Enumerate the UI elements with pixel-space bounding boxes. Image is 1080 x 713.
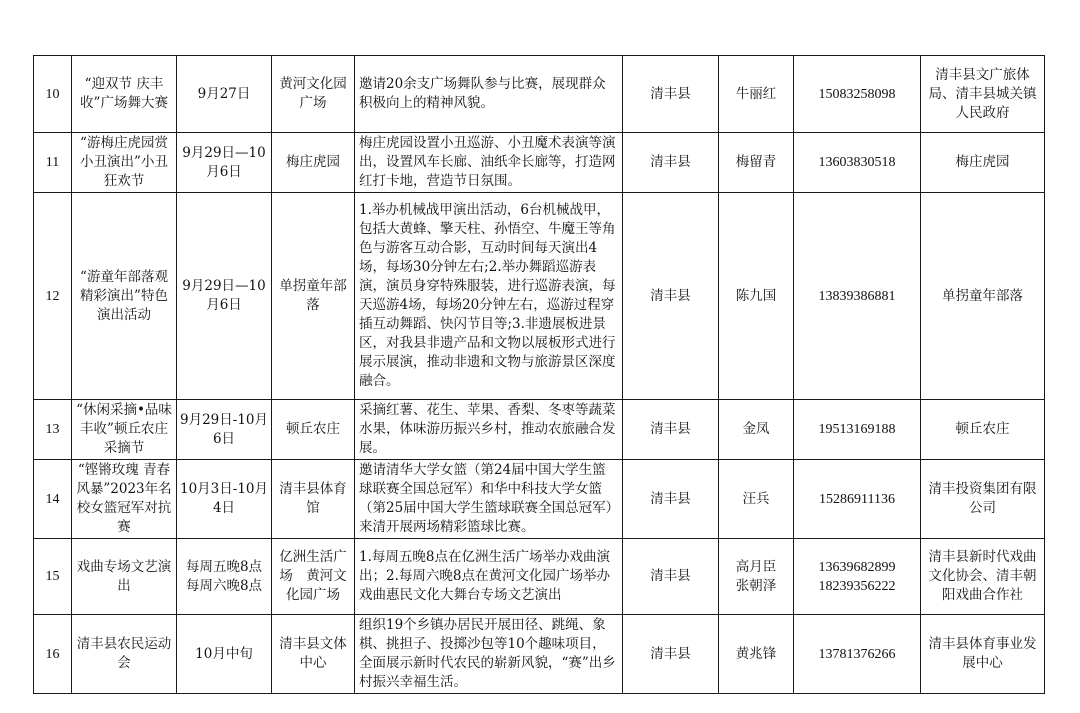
contact-phone: 19513169188: [794, 400, 921, 460]
contact-person: 陈九国: [719, 193, 794, 400]
contact-person-line: 张朝泽: [735, 577, 777, 594]
row-number: 13: [34, 400, 72, 460]
contact-phone: 13839386881: [794, 193, 921, 400]
activity-place: 黄河文化园广场: [272, 56, 355, 133]
activity-time: 9月29日-10月6日: [177, 400, 272, 460]
table-row: [34, 400, 1045, 460]
contact-person: 金凤: [719, 400, 794, 460]
organizer: 梅庄虎园: [921, 133, 1045, 193]
county: 清丰县: [623, 400, 719, 460]
table-row: [34, 460, 1045, 539]
activity-time: 10月中旬: [177, 615, 272, 694]
event-table: [33, 55, 1045, 694]
event-schedule-sheet: [33, 55, 1044, 694]
county: 清丰县: [623, 56, 719, 133]
county: 清丰县: [623, 615, 719, 694]
activity-time-line: 每周六晚8点: [185, 577, 263, 594]
activity-name: “铿锵玫瑰 青春风暴”2023年名校女篮冠军对抗赛: [72, 460, 177, 539]
contact-phone: 15083258098: [794, 56, 921, 133]
organizer: 单拐童年部落: [921, 193, 1045, 400]
activity-place: 清丰县体育馆: [272, 460, 355, 539]
activity-content: 邀请20余支广场舞队参与比赛，展现群众积极向上的精神风貌。: [355, 56, 623, 133]
activity-time-line: 每周五晚8点: [185, 558, 263, 575]
activity-content: 采摘红薯、花生、苹果、香梨、冬枣等蔬菜水果，体味游历振兴乡村，推动农旅融合发展。: [355, 400, 623, 460]
contact-phone-line: 18239356222: [818, 578, 896, 594]
activity-time: 9月27日: [177, 56, 272, 133]
contact-phone: [794, 539, 921, 615]
activity-content: 1.每周五晚8点在亿洲生活广场举办戏曲演出；2.每周六晚8点在黄河文化园广场举办戏曲惠民文化大舞台专场文艺演出: [355, 539, 623, 615]
row-number: 11: [34, 133, 72, 193]
activity-time: [177, 539, 272, 615]
activity-name: 清丰县农民运动会: [72, 615, 177, 694]
contact-person: [719, 539, 794, 615]
table-row: [34, 615, 1045, 694]
organizer: 清丰县新时代戏曲文化协会、清丰朝阳戏曲合作社: [921, 539, 1045, 615]
organizer: 清丰县体育事业发展中心: [921, 615, 1045, 694]
contact-phone: 15286911136: [794, 460, 921, 539]
row-number: 16: [34, 615, 72, 694]
activity-name: “休闲采摘•品味丰收”顿丘农庄采摘节: [72, 400, 177, 460]
table-row: [34, 539, 1045, 615]
activity-content: 邀请清华大学女篮（第24届中国大学生篮球联赛全国总冠军）和华中科技大学女篮（第25届中国大学生篮球联赛全国总冠军）来清开展两场精彩篮球比赛。: [355, 460, 623, 539]
organizer: 清丰投资集团有限公司: [921, 460, 1045, 539]
row-number: 10: [34, 56, 72, 133]
activity-name: “游童年部落观精彩演出”特色演出活动: [72, 193, 177, 400]
activity-content: 1.举办机械战甲演出活动，6台机械战甲，包括大黄蜂、擎天柱、孙悟空、牛魔王等角色与游客互动合影，互动时间每天演出4场，每场30分钟左右;2.举办舞蹈巡游表演，演员身穿特殊服装，进行巡游表演，每天巡游4场，每场20分钟左右，巡游过程穿插互动舞蹈、快闪节目等;3.非遗展板进景区，对我县非遗产品和文物以展板形式进行展示展演，推动非遗和文物与旅游景区深度融合。: [355, 193, 623, 400]
activity-place: 亿洲生活广场 黄河文化园广场: [272, 539, 355, 615]
organizer: 顿丘农庄: [921, 400, 1045, 460]
activity-place: 梅庄虎园: [272, 133, 355, 193]
contact-person-line: 高月臣: [735, 558, 777, 575]
contact-phone-line: 13639682899: [818, 559, 896, 575]
activity-name: “游梅庄虎园赏小丑演出”小丑狂欢节: [72, 133, 177, 193]
activity-time: 9月29日—10月6日: [177, 193, 272, 400]
contact-person: 梅留青: [719, 133, 794, 193]
contact-person: 牛丽红: [719, 56, 794, 133]
organizer: 清丰县文广旅体局、清丰县城关镇人民政府: [921, 56, 1045, 133]
activity-time: 10月3日-10月4日: [177, 460, 272, 539]
contact-phone: 13781376266: [794, 615, 921, 694]
contact-person: 汪兵: [719, 460, 794, 539]
activity-name: “迎双节 庆丰收”广场舞大赛: [72, 56, 177, 133]
table-row: [34, 133, 1045, 193]
county: 清丰县: [623, 133, 719, 193]
row-number: 12: [34, 193, 72, 400]
activity-content: 组织19个乡镇办居民开展田径、跳绳、象棋、挑担子、投掷沙包等10个趣味项目，全面展示新时代农民的崭新风貌，“赛”出乡村振兴幸福生活。: [355, 615, 623, 694]
county: 清丰县: [623, 539, 719, 615]
contact-person: 黄兆锋: [719, 615, 794, 694]
activity-time: 9月29日—10月6日: [177, 133, 272, 193]
county: 清丰县: [623, 193, 719, 400]
row-number: 14: [34, 460, 72, 539]
county: 清丰县: [623, 460, 719, 539]
activity-place: 单拐童年部落: [272, 193, 355, 400]
activity-name: 戏曲专场文艺演出: [72, 539, 177, 615]
contact-phone: 13603830518: [794, 133, 921, 193]
row-number: 15: [34, 539, 72, 615]
table-row: [34, 56, 1045, 133]
activity-place: 顿丘农庄: [272, 400, 355, 460]
activity-place: 清丰县文体中心: [272, 615, 355, 694]
table-row: [34, 193, 1045, 400]
activity-content: 梅庄虎园设置小丑巡游、小丑魔术表演等演出，设置风车长廊、油纸伞长廊等，打造网红打卡地，营造节日氛围。: [355, 133, 623, 193]
